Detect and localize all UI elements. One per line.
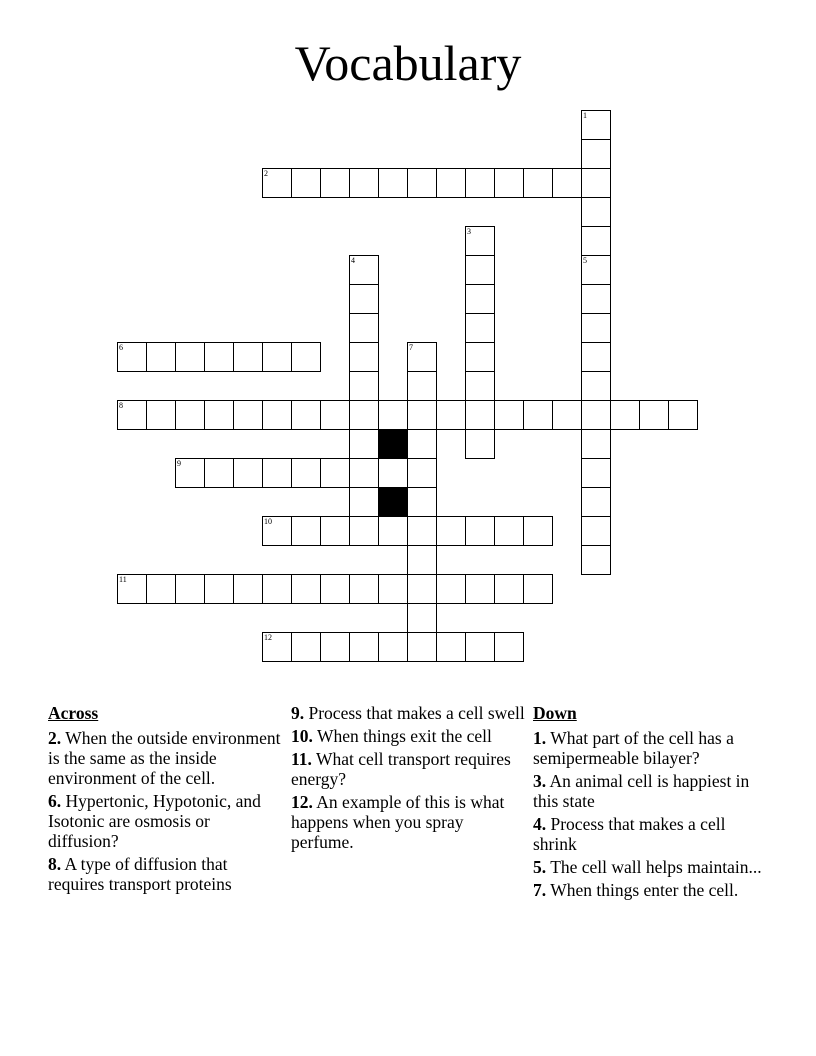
grid-cell[interactable] xyxy=(581,226,611,256)
clue-down-7: 7. When things enter the cell. xyxy=(533,880,739,900)
grid-cell[interactable] xyxy=(233,400,263,430)
grid-cell[interactable] xyxy=(378,574,408,604)
clue-number: 4 xyxy=(351,256,355,265)
grid-cell[interactable] xyxy=(465,255,495,285)
grid-cell[interactable] xyxy=(378,632,408,662)
grid-cell[interactable] xyxy=(349,255,379,285)
grid-cell[interactable] xyxy=(233,574,263,604)
down-heading: Down xyxy=(533,703,577,723)
grid-cell[interactable] xyxy=(494,400,524,430)
clue-number: 6 xyxy=(119,343,123,352)
grid-cell[interactable] xyxy=(349,342,379,372)
grid-cell[interactable] xyxy=(204,342,234,372)
across-clues-column-2 xyxy=(291,703,526,855)
grid-cell[interactable] xyxy=(320,574,350,604)
grid-cell[interactable] xyxy=(378,458,408,488)
grid-cell[interactable] xyxy=(291,342,321,372)
clue-across-9: 9. Process that makes a cell swell xyxy=(291,703,525,723)
grid-cell[interactable] xyxy=(465,313,495,343)
grid-cell[interactable] xyxy=(581,545,611,575)
grid-cell[interactable] xyxy=(436,632,466,662)
grid-cell[interactable] xyxy=(146,400,176,430)
grid-cell[interactable] xyxy=(349,458,379,488)
grid-cell[interactable] xyxy=(233,458,263,488)
grid-cell[interactable] xyxy=(581,458,611,488)
grid-cell[interactable] xyxy=(262,516,292,546)
grid-cell[interactable] xyxy=(494,574,524,604)
grid-cell[interactable] xyxy=(378,168,408,198)
grid-cell[interactable] xyxy=(320,632,350,662)
grid-cell[interactable] xyxy=(465,516,495,546)
across-heading: Across xyxy=(48,703,99,723)
grid-cell[interactable] xyxy=(581,110,611,140)
grid-cell[interactable] xyxy=(407,429,437,459)
grid-cell[interactable] xyxy=(436,516,466,546)
grid-cell[interactable] xyxy=(581,487,611,517)
grid-cell[interactable] xyxy=(117,400,147,430)
grid-cell[interactable] xyxy=(407,603,437,633)
grid-cell[interactable] xyxy=(581,197,611,227)
clue-down-3: 3. An animal cell is happiest in this state xyxy=(533,771,750,811)
grid-cell[interactable] xyxy=(262,342,292,372)
clue-across-8: 8. A type of diffusion that requires transport proteins xyxy=(48,854,232,894)
grid-cell[interactable] xyxy=(291,632,321,662)
grid-cell[interactable] xyxy=(465,429,495,459)
grid-cell[interactable] xyxy=(465,574,495,604)
clue-down-5: 5. The cell wall helps maintain... xyxy=(533,857,762,877)
grid-cell[interactable] xyxy=(465,168,495,198)
clue-down-4: 4. Process that makes a cell shrink xyxy=(533,814,726,854)
grid-cell[interactable] xyxy=(262,458,292,488)
clue-down-1: 1. What part of the cell has a semipermeable bilayer? xyxy=(533,728,734,768)
clue-across-12: 12. An example of this is what happens when you spray perfume. xyxy=(291,792,505,852)
grid-cell[interactable] xyxy=(262,632,292,662)
grid-cell[interactable] xyxy=(581,516,611,546)
grid-cell[interactable] xyxy=(262,400,292,430)
clue-number: 3 xyxy=(467,227,471,236)
grid-cell[interactable] xyxy=(552,168,582,198)
grid-cell[interactable] xyxy=(407,400,437,430)
clue-across-6: 6. Hypertonic, Hypotonic, and Isotonic are osmosis or diffusion? xyxy=(48,791,261,851)
grid-cell[interactable] xyxy=(465,226,495,256)
grid-cell[interactable] xyxy=(581,400,611,430)
clue-number: 12 xyxy=(264,633,272,642)
puzzle-title: Vocabulary xyxy=(294,35,522,91)
grid-cell[interactable] xyxy=(610,400,640,430)
grid-cell[interactable] xyxy=(175,400,205,430)
clue-across-10: 10. When things exit the cell xyxy=(291,726,492,746)
grid-cell[interactable] xyxy=(465,632,495,662)
grid-cell[interactable] xyxy=(581,139,611,169)
grid-cell[interactable] xyxy=(668,400,698,430)
grid-cell[interactable] xyxy=(523,574,553,604)
clue-across-2: 2. When the outside environment is the same as the inside environment of the cell. xyxy=(48,728,281,788)
grid-cell[interactable] xyxy=(378,400,408,430)
grid-cell[interactable] xyxy=(146,342,176,372)
grid-cell[interactable] xyxy=(407,545,437,575)
grid-cell[interactable] xyxy=(523,400,553,430)
grid-cell[interactable] xyxy=(349,371,379,401)
grid-cell[interactable] xyxy=(407,487,437,517)
grid-cell[interactable] xyxy=(581,342,611,372)
grid-cell[interactable] xyxy=(581,371,611,401)
grid-cell[interactable] xyxy=(204,574,234,604)
grid-cell[interactable] xyxy=(204,400,234,430)
grid-cell[interactable] xyxy=(291,168,321,198)
grid-cell[interactable] xyxy=(349,632,379,662)
grid-cell[interactable] xyxy=(639,400,669,430)
grid-cell[interactable] xyxy=(349,284,379,314)
grid-cell[interactable] xyxy=(320,400,350,430)
clue-number: 10 xyxy=(264,517,272,526)
grid-cell[interactable] xyxy=(204,458,234,488)
clue-number: 2 xyxy=(264,169,268,178)
clue-number: 9 xyxy=(177,459,181,468)
grid-cell[interactable] xyxy=(262,574,292,604)
grid-cell[interactable] xyxy=(349,574,379,604)
grid-cell[interactable] xyxy=(349,429,379,459)
grid-cell[interactable] xyxy=(291,400,321,430)
grid-cell[interactable] xyxy=(465,342,495,372)
across-clues-column-1 xyxy=(48,703,283,897)
grid-cell[interactable] xyxy=(407,632,437,662)
grid-cell[interactable] xyxy=(117,342,147,372)
clue-across-11: 11. What cell transport requires energy? xyxy=(291,749,511,789)
grid-cell[interactable] xyxy=(407,458,437,488)
grid-cell[interactable] xyxy=(407,342,437,372)
grid-cell[interactable] xyxy=(320,516,350,546)
grid-block xyxy=(378,487,408,517)
grid-cell[interactable] xyxy=(494,632,524,662)
grid-cell[interactable] xyxy=(378,516,408,546)
grid-cell[interactable] xyxy=(581,168,611,198)
clue-number: 8 xyxy=(119,401,123,410)
grid-cell[interactable] xyxy=(146,574,176,604)
grid-cell[interactable] xyxy=(349,168,379,198)
grid-cell[interactable] xyxy=(349,313,379,343)
grid-cell[interactable] xyxy=(175,342,205,372)
grid-cell[interactable] xyxy=(233,342,263,372)
grid-cell[interactable] xyxy=(175,574,205,604)
grid-cell[interactable] xyxy=(291,458,321,488)
grid-cell[interactable] xyxy=(523,168,553,198)
grid-cell[interactable] xyxy=(523,516,553,546)
clue-number: 5 xyxy=(583,256,587,265)
grid-cell[interactable] xyxy=(436,574,466,604)
grid-cell[interactable] xyxy=(117,574,147,604)
grid-cell[interactable] xyxy=(494,168,524,198)
grid-cell[interactable] xyxy=(407,516,437,546)
grid-block xyxy=(378,429,408,459)
grid-cell[interactable] xyxy=(407,371,437,401)
grid-cell[interactable] xyxy=(407,168,437,198)
grid-cell[interactable] xyxy=(465,284,495,314)
clue-number: 1 xyxy=(583,111,587,120)
down-clues-column xyxy=(533,703,768,903)
grid-cell[interactable] xyxy=(465,371,495,401)
grid-cell[interactable] xyxy=(291,574,321,604)
grid-cell[interactable] xyxy=(581,255,611,285)
clue-number: 11 xyxy=(119,575,127,584)
grid-cell[interactable] xyxy=(494,516,524,546)
grid-cell[interactable] xyxy=(349,400,379,430)
clue-number: 7 xyxy=(409,343,413,352)
grid-cell[interactable] xyxy=(436,168,466,198)
grid-cell[interactable] xyxy=(436,400,466,430)
grid-cell[interactable] xyxy=(262,168,292,198)
grid-cell[interactable] xyxy=(581,313,611,343)
grid-cell[interactable] xyxy=(320,458,350,488)
grid-cell[interactable] xyxy=(581,284,611,314)
grid-cell[interactable] xyxy=(291,516,321,546)
grid-cell[interactable] xyxy=(320,168,350,198)
grid-cell[interactable] xyxy=(349,516,379,546)
grid-cell[interactable] xyxy=(552,400,582,430)
grid-cell[interactable] xyxy=(465,400,495,430)
grid-cell[interactable] xyxy=(407,574,437,604)
grid-cell[interactable] xyxy=(175,458,205,488)
grid-cell[interactable] xyxy=(581,429,611,459)
grid-cell[interactable] xyxy=(349,487,379,517)
